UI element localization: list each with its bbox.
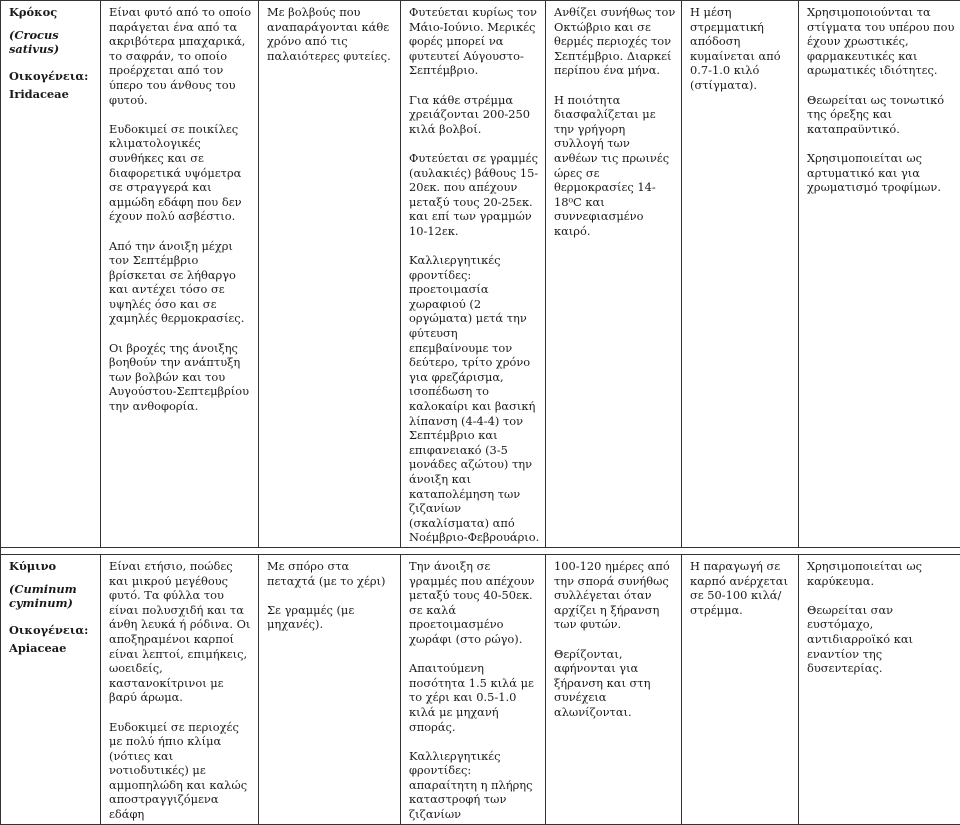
cultivation-paragraph: Καλλιεργητικές φροντίδες: απαραίτητη η πλήρης καταστροφή των ζιζανίων bbox=[409, 749, 540, 822]
plant-cell bbox=[1, 554, 101, 824]
plant-name: Κρόκος bbox=[9, 5, 95, 20]
propagation-cell bbox=[259, 1, 401, 548]
uses-paragraph: Θεωρείται ως τονωτικό της όρεξης και καταπραϋντικό. bbox=[807, 93, 955, 137]
latin-name: (Crocus sativus) bbox=[9, 28, 95, 57]
latin-name: (Cuminum cyminum) bbox=[9, 582, 95, 611]
description-paragraph: Ευδοκιμεί σε περιοχές με πολύ ήπιο κλίμα (νότιες και νοτιοδυτικές) με αμμοπηλώδη και καλώς αποστραγγιζόμενα εδάφη bbox=[109, 720, 253, 822]
yield-cell bbox=[682, 554, 799, 824]
description-paragraph: Από την άνοιξη μέχρι τον Σεπτέμβριο βρίσκεται σε λήθαργο και αντέχει τόσο σε υψηλές όσο και σε χαμηλές θερμοκρασίες. bbox=[109, 239, 253, 327]
propagation-paragraph: Σε γραμμές (με μηχανές). bbox=[267, 603, 395, 632]
cultivation-paragraph: Φυτεύεται κυρίως τον Μάιο-Ιούνιο. Μερικές φορές μπορεί να φυτευτεί Αύγουστο-Σεπτέμβριο. bbox=[409, 5, 540, 78]
cultivation-paragraph: Για κάθε στρέμμα χρειάζονται 200-250 κιλά βολβοί. bbox=[409, 93, 540, 137]
propagation-paragraph: Με σπόρο στα πεταχτά (με το χέρι) bbox=[267, 559, 395, 588]
harvest-cell bbox=[546, 1, 682, 548]
plant-name: Κύμινο bbox=[9, 559, 95, 574]
plant-cell bbox=[1, 1, 101, 548]
uses-cell bbox=[799, 554, 960, 824]
cultivation-paragraph: Την άνοιξη σε γραμμές που απέχουν μεταξύ τους 40-50εκ. σε καλά προετοιμασμένο χωράφι (στο ρώγο). bbox=[409, 559, 540, 647]
description-paragraph: Οι βροχές της άνοιξης βοηθούν την ανάπτυξη των βολβών και του Αυγούστου-Σεπτεμβρίου την ανθοφορία. bbox=[109, 341, 253, 414]
spacer-cell bbox=[1, 547, 960, 554]
harvest-cell bbox=[546, 554, 682, 824]
description-paragraph: Ευδοκιμεί σε ποικίλες κλιματολογικές συνθήκες και σε διαφορετικά υψόμετρα σε στραγγερά και αμμώδη εδάφη που δεν έχουν πολύ ασβέστιο. bbox=[109, 122, 253, 224]
family-value: Apiaceae bbox=[9, 641, 95, 656]
cultivation-paragraph: Φυτεύεται σε γραμμές (αυλακιές) βάθους 15-20εκ. που απέχουν μεταξύ τους 20-25εκ. και επί των γραμμών 10-12εκ. bbox=[409, 151, 540, 239]
harvest-paragraph: Ανθίζει συνήθως τον Οκτώβριο και σε θερμές περιοχές τον Σεπτέμβριο. Διαρκεί περίπου ένα μήνα. bbox=[554, 5, 676, 78]
uses-paragraph: Θεωρείται σαν ευστόμαχο, αντιδιαρροϊκό και εναντίον της δυσεντερίας. bbox=[807, 603, 955, 676]
description-paragraph: Είναι φυτό από το οποίο παράγεται ένα από τα ακριβότερα μπαχαρικά, το σαφράν, το οποίο προέρχεται από τον ύπερο του άνθους του φυτού. bbox=[109, 5, 253, 107]
table-row-cumin bbox=[1, 554, 960, 824]
cultivation-paragraph: Καλλιεργητικές φροντίδες: προετοιμασία χωραφιού (2 οργώματα) μετά την φύτευση επεμβαίνουμε τον δεύτερο, τρίτο χρόνο για φρεζάρισμα, ισοπέδωση το καλοκαίρι και βασική λίπανση (4-4-4) τον Σεπτέμβριο και επιφανειακό (3-5 μονάδες αζώτου) την άνοιξη και καταπολέμηση των ζιζανίων (σκαλίσματα) από Νοέμβριο-Φεβρουάριο. bbox=[409, 253, 540, 545]
description-cell bbox=[101, 1, 259, 548]
yield-paragraph: Η παραγωγή σε καρπό ανέρχεται σε 50-100 κιλά/στρέμμα. bbox=[690, 559, 793, 617]
harvest-paragraph: 100-120 ημέρες από την σπορά συνήθως συλλέγεται όταν αρχίζει η ξήρανση των φυτών. bbox=[554, 559, 676, 632]
propagation-paragraph: Με βολβούς που αναπαράγονται κάθε χρόνο από τις παλαιότερες φυτείες. bbox=[267, 5, 395, 63]
family-label: Οικογένεια: bbox=[9, 623, 95, 638]
uses-cell bbox=[799, 1, 960, 548]
harvest-paragraph: Η ποιότητα διασφαλίζεται με την γρήγορη συλλογή των ανθέων τις πρωινές ώρες σε θερμοκρασίες 14-18⁰C και συννεφιασμένο καιρό. bbox=[554, 93, 676, 239]
cultivation-cell bbox=[401, 1, 546, 548]
table-row-spacer bbox=[1, 547, 960, 554]
yield-paragraph: Η μέση στρεμματική απόδοση κυμαίνεται από 0.7-1.0 κιλό (στίγματα). bbox=[690, 5, 793, 93]
description-cell bbox=[101, 554, 259, 824]
uses-paragraph: Χρησιμοποιείται ως καρύκευμα. bbox=[807, 559, 955, 588]
propagation-cell bbox=[259, 554, 401, 824]
yield-cell bbox=[682, 1, 799, 548]
harvest-paragraph: Θερίζονται, αφήνονται για ξήρανση και στη συνέχεια αλωνίζονται. bbox=[554, 647, 676, 720]
description-paragraph: Είναι ετήσιο, ποώδες και μικρού μεγέθους φυτό. Τα φύλλα του είναι πολυσχιδή και τα άνθη λευκά ή ρόδινα. Οι αποξηραμένοι καρποί είναι λεπτοί, επιμήκεις, ωοειδείς, καστανοκίτρινοι με βαρύ άρωμα. bbox=[109, 559, 253, 705]
cultivation-paragraph: Απαιτούμενη ποσότητα 1.5 κιλά με το χέρι και 0.5-1.0 κιλά με μηχανή σποράς. bbox=[409, 661, 540, 734]
cultivation-cell bbox=[401, 554, 546, 824]
family-label: Οικογένεια: bbox=[9, 69, 95, 84]
uses-paragraph: Χρησιμοποιείται ως αρτυματικό και για χρωματισμό τροφίμων. bbox=[807, 151, 955, 195]
family-value: Iridaceae bbox=[9, 87, 95, 102]
table-row-crocus bbox=[1, 1, 960, 548]
uses-paragraph: Χρησιμοποιούνται τα στίγματα του υπέρου που έχουν χρωστικές, φαρμακευτικές και αρωματικές ιδιότητες. bbox=[807, 5, 955, 78]
